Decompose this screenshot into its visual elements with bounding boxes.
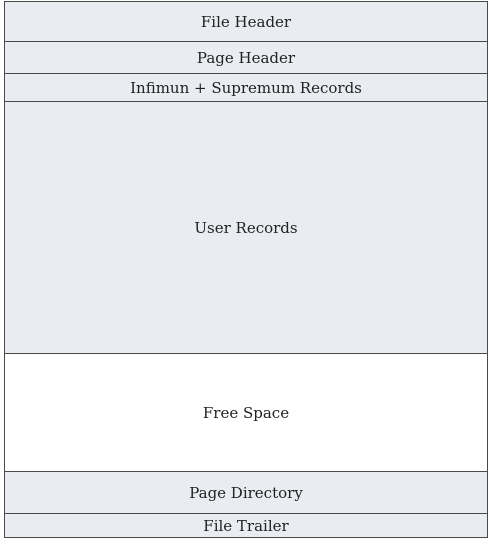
page-directory-section — [5, 472, 487, 514]
user-records-label: User Records — [194, 218, 298, 237]
file-header-section — [5, 2, 487, 42]
page-header-label: Page Header — [196, 48, 296, 67]
free-space-section — [5, 354, 487, 472]
page-header-section — [5, 42, 487, 74]
user-records-section — [5, 102, 487, 354]
infimum-supremum-label: Infimun + Supremum Records — [130, 78, 362, 97]
infimum-supremum-section — [5, 74, 487, 102]
file-trailer-label: File Trailer — [203, 516, 289, 535]
page-structure-diagram — [4, 1, 488, 538]
page-directory-label: Page Directory — [189, 483, 303, 502]
file-trailer-section — [5, 514, 487, 537]
free-space-label: Free Space — [202, 403, 290, 422]
file-header-label: File Header — [200, 12, 292, 31]
